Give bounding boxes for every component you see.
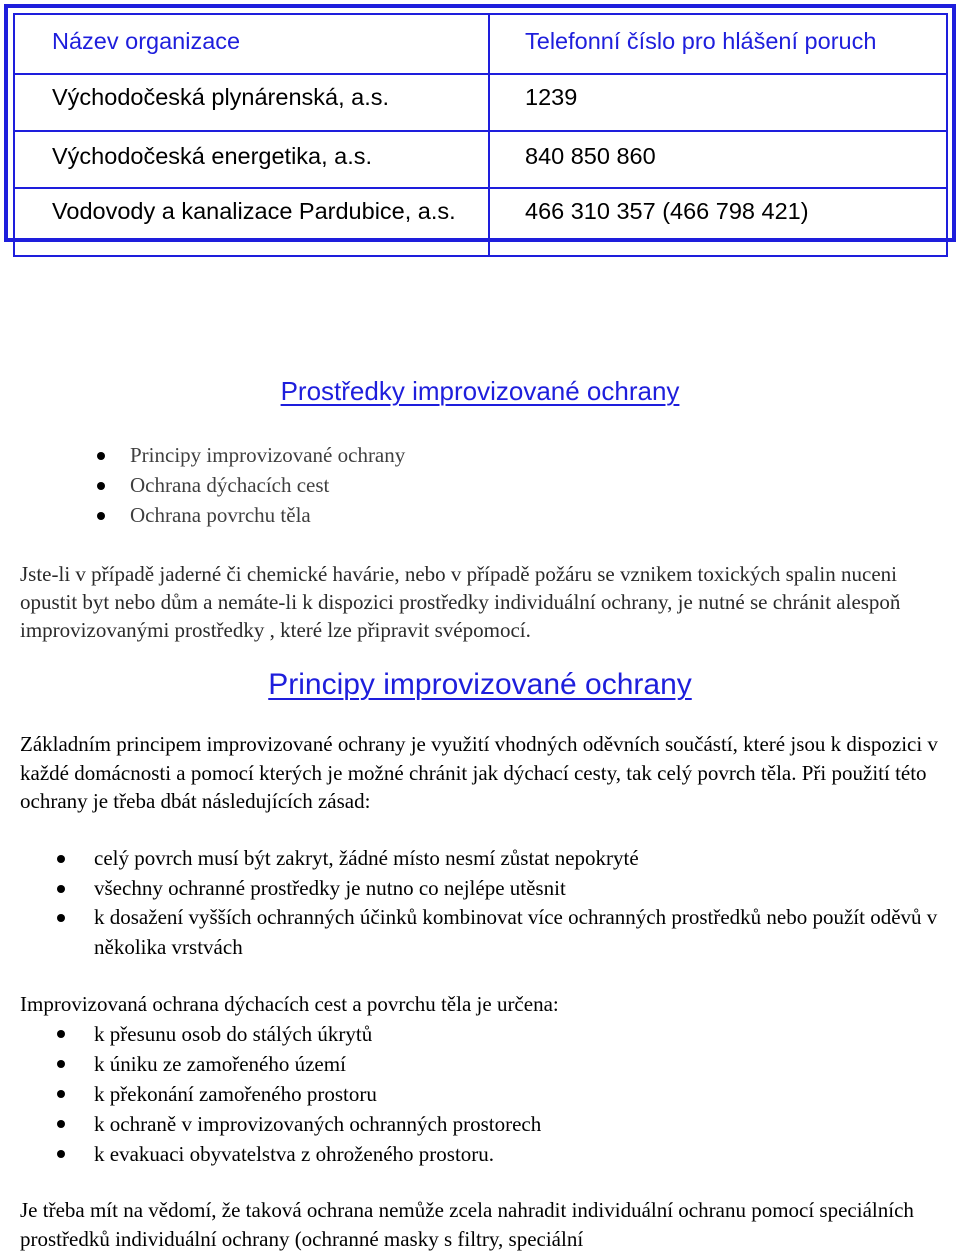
bullet-icon (97, 452, 105, 460)
phone-cell: 466 310 357 (466 798 421) (489, 188, 947, 256)
closing-paragraph: Je třeba mít na vědomí, že taková ochrana nemůže zcela nahradit individuální ochranu pomocí speciálních prostředků individuální ochrany (ochranné masky s filtry, speciální (20, 1198, 914, 1251)
contact-table-frame (4, 4, 956, 242)
list-item-text: k ochraně v improvizovaných ochranných prostorech (94, 1112, 542, 1136)
column-header-phone: Telefonní číslo pro hlášení poruch (489, 14, 947, 74)
organization-cell: Vodovody a kanalizace Pardubice, a.s. (14, 188, 489, 256)
list-item-text: Ochrana dýchacích cest (130, 473, 330, 497)
list-item (94, 844, 939, 874)
list-item (130, 470, 405, 500)
organization-cell: Východočeská energetika, a.s. (14, 131, 489, 188)
table-row (14, 74, 947, 131)
list-item (94, 1079, 541, 1109)
organization-cell: Východočeská plynárenská, a.s. (14, 74, 489, 131)
list-item-text: k úniku ze zamořeného území (94, 1052, 346, 1076)
table-header-row (14, 14, 947, 74)
list-item (94, 1139, 541, 1169)
topics-list (130, 440, 405, 530)
bullet-icon (57, 1090, 65, 1098)
bullet-icon (97, 512, 105, 520)
table-row (14, 131, 947, 188)
phone-cell: 840 850 860 (489, 131, 947, 188)
list-item-text: Ochrana povrchu těla (130, 503, 311, 527)
list-item (94, 874, 939, 904)
bullet-icon (57, 1120, 65, 1128)
emergency-contacts-table (13, 13, 948, 257)
principles-heading: Principy improvizované ochrany (268, 668, 692, 701)
column-header-organization: Název organizace (14, 14, 489, 74)
bullet-icon (57, 885, 65, 893)
list-item-text: k dosažení vyšších ochranných účinků kombinovat více ochranných prostředků nebo použít oděvů v několika vrstvách (94, 905, 938, 959)
list-item (94, 1049, 541, 1079)
list-item (94, 903, 939, 962)
list-item (130, 440, 405, 470)
principles-paragraph: Základním principem improvizované ochrany je využití vhodných oděvních součástí, které jsou k dispozici v každé domácnosti a pomocí kterých je možné chránit jak dýchací cesty, tak celý povrch těla. Při použití této ochrany je třeba dbát následujících zásad: (20, 732, 938, 813)
table-row (14, 188, 947, 256)
list-item-text: celý povrch musí být zakryt, žádné místo nesmí zůstat nepokryté (94, 846, 639, 870)
uses-intro: Improvizovaná ochrana dýchacích cest a povrchu těla je určena: (20, 992, 559, 1016)
bullet-icon (57, 1060, 65, 1068)
list-item (94, 1109, 541, 1139)
bullet-icon (57, 914, 65, 922)
bullet-icon (57, 1150, 65, 1158)
list-item-text: Principy improvizované ochrany (130, 443, 406, 467)
bullet-icon (57, 855, 65, 863)
list-item-text: k překonání zamořeného prostoru (94, 1082, 377, 1106)
intro-paragraph: Jste-li v případě jaderné či chemické havárie, nebo v případě požáru se vznikem toxických spalin nuceni opustit byt nebo dům a nemáte-li k dispozici prostředky individuální ochrany, je nutné se chránit alespoň improvizovanými prostředky , které lze připravit svépomocí. (20, 562, 901, 642)
list-item-text: k evakuaci obyvatelstva z ohroženého prostoru. (94, 1142, 495, 1166)
list-item-text: k přesunu osob do stálých úkrytů (94, 1022, 373, 1046)
rules-list (94, 844, 939, 962)
phone-cell: 1239 (489, 74, 947, 131)
uses-list (94, 1019, 541, 1169)
bullet-icon (97, 482, 105, 490)
list-item (94, 1019, 541, 1049)
bullet-icon (57, 1030, 65, 1038)
list-item (130, 500, 405, 530)
section-title: Prostředky improvizované ochrany (280, 376, 680, 406)
list-item-text: všechny ochranné prostředky je nutno co nejlépe utěsnit (94, 875, 566, 900)
